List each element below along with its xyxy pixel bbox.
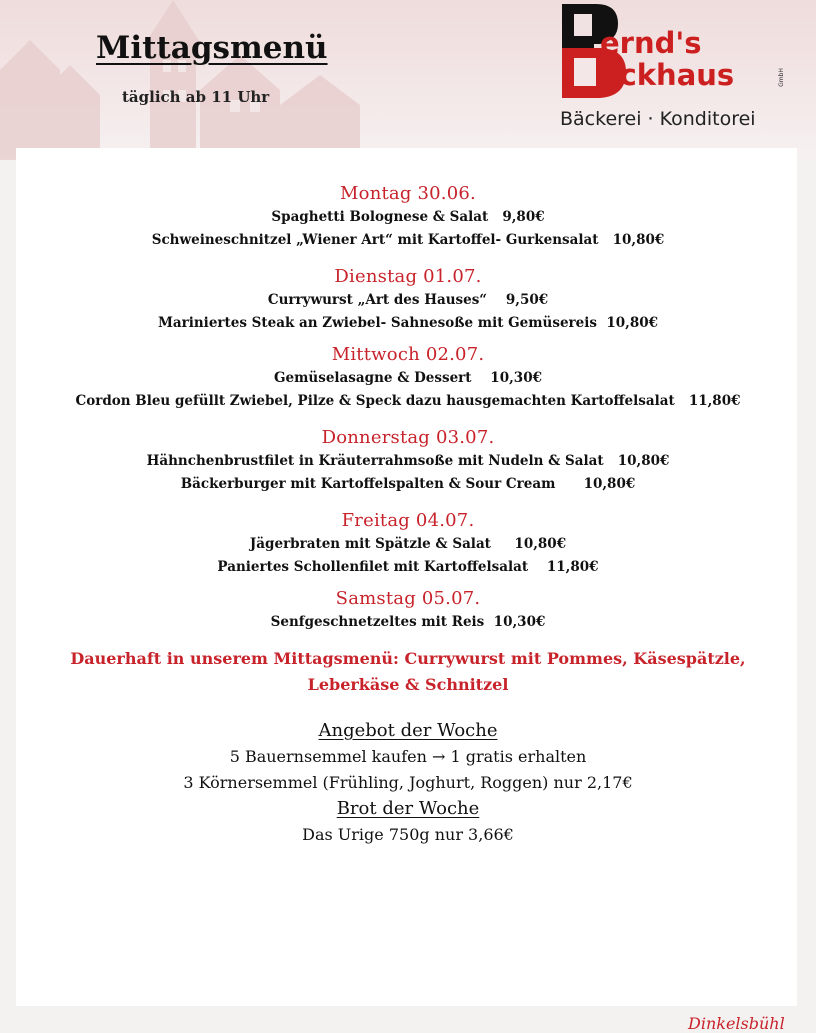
logo-name-line2: ackhaus [600,58,735,92]
dish-item: Schweineschnitzel „Wiener Art“ mit Kartoffel- Gurkensalat 10,80€ [151,232,665,248]
menu-content [0,182,816,848]
bakery-logo [560,2,790,132]
logo-tagline: Bäckerei · Konditorei [560,108,756,130]
dish-item: Senfgeschnetzeltes mit Reis 10,30€ [270,614,546,630]
town-skyline-illustration [0,0,360,160]
day-thursday [0,426,816,496]
bread-of-the-week-line: Das Urige 750g nur 3,66€ [302,825,514,844]
offer-line: 3 Körnersemmel (Frühling, Joghurt, Roggen) nur 2,17€ [183,773,633,792]
offer-line: 5 Bauernsemmel kaufen → 1 gratis erhalten [229,747,587,766]
day-heading: Mittwoch 02.07. [331,344,485,365]
day-tuesday [0,265,816,335]
page-title: Mittagsmenü [96,30,328,66]
day-monday [0,182,816,252]
day-heading: Freitag 04.07. [341,510,475,531]
offer-of-the-week-heading: Angebot der Woche [318,720,498,741]
dish-item: Paniertes Schollenfilet mit Kartoffelsalat 11,80€ [217,559,599,575]
dish-item: Jägerbraten mit Spätzle & Salat 10,80€ [249,536,567,552]
bread-of-the-week-heading: Brot der Woche [336,798,480,819]
dish-item: Hähnchenbrustfilet in Kräuterrahmsoße mit Nudeln & Salat 10,80€ [146,453,670,469]
day-friday [0,509,816,579]
dish-item: Bäckerburger mit Kartoffelspalten & Sour Cream 10,80€ [180,476,636,492]
day-heading: Samstag 05.07. [335,588,481,609]
dish-item: Currywurst „Art des Hauses“ 9,50€ [267,292,549,308]
town-signature: Dinkelsbühl [688,1014,785,1033]
dish-item: Cordon Bleu gefüllt Zwiebel, Pilze & Speck dazu hausgemachten Kartoffelsalat 11,80€ [75,393,741,409]
logo-name-line1: ernd's [600,26,702,60]
day-saturday [0,587,816,634]
logo-gmbh: GmbH [777,68,785,87]
page-subtitle: täglich ab 11 Uhr [122,88,270,106]
day-heading: Dienstag 01.07. [334,266,482,287]
dish-item: Spaghetti Bolognese & Salat 9,80€ [271,209,545,225]
day-heading: Donnerstag 03.07. [321,427,495,448]
day-heading: Montag 30.06. [340,183,476,204]
dish-item: Mariniertes Steak an Zwiebel- Sahnesoße mit Gemüsereis 10,80€ [157,315,659,331]
day-wednesday [0,343,816,413]
dish-item: Gemüselasagne & Dessert 10,30€ [274,370,542,386]
permanent-menu-note: Dauerhaft in unserem Mittagsmenü: Currywurst mit Pommes, Käsespätzle, Leberkäse & Schnitzel [70,649,746,694]
